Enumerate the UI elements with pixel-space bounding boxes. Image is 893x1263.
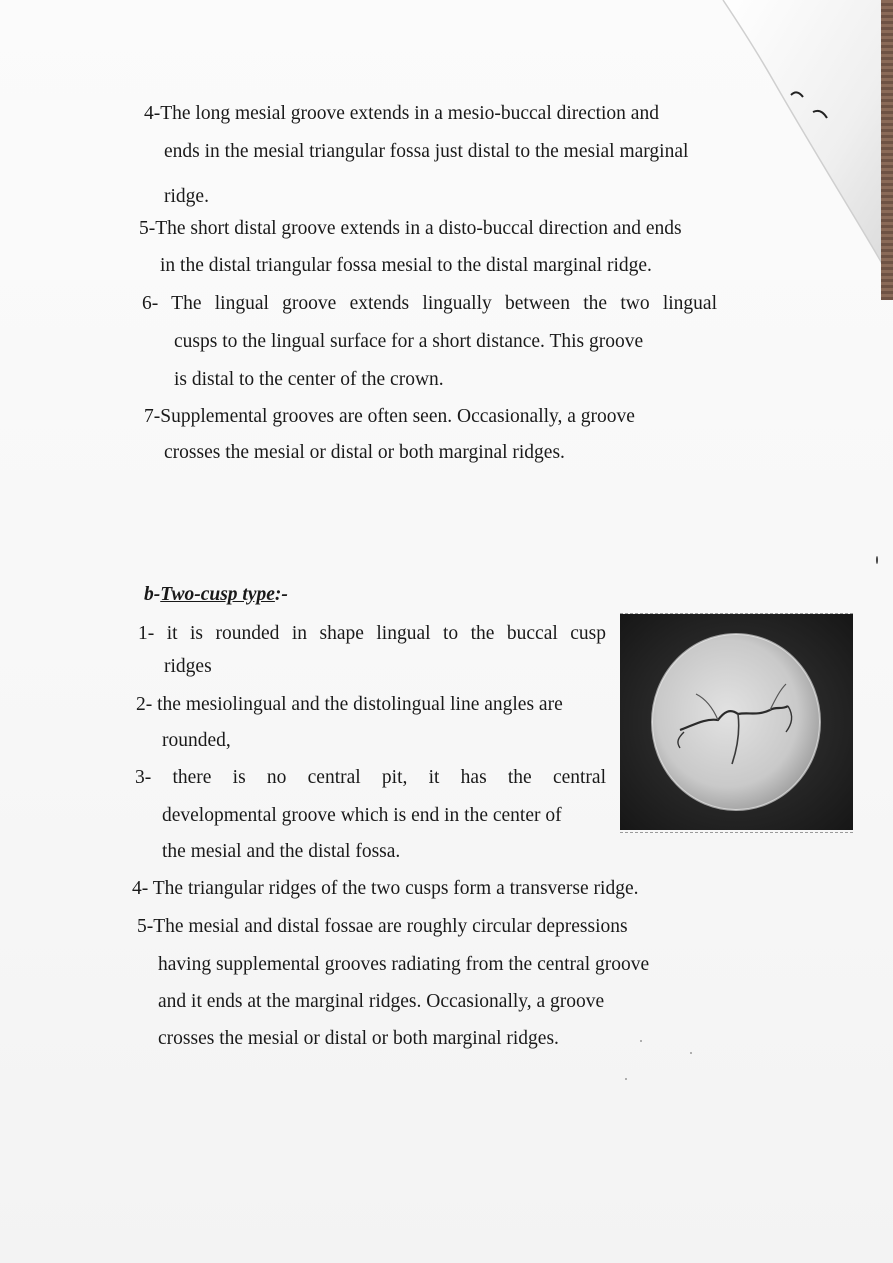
speck — [876, 556, 878, 564]
section-prefix: b- — [144, 584, 161, 605]
text-line: in the distal triangular fossa mesial to the distal marginal ridge. — [160, 255, 652, 276]
speck — [625, 1078, 627, 1080]
list-item-line: 1- it is rounded in shape lingual to the buccal cusp — [138, 623, 606, 644]
list-item-line: 4- The triangular ridges of the two cusps form a transverse ridge. — [132, 878, 639, 899]
speck — [690, 1052, 692, 1054]
list-item-line: 2- the mesiolingual and the distolingual line angles are — [136, 694, 563, 715]
list-item-line: 3- there is no central pit, it has the central — [135, 767, 606, 788]
text-line: cusps to the lingual surface for a short distance. This groove — [174, 331, 644, 352]
text-line: is distal to the center of the crown. — [174, 369, 444, 390]
text-line: 5-The short distal groove extends in a disto-buccal direction and ends — [139, 218, 682, 239]
list-item-line: crosses the mesial or distal or both marginal ridges. — [158, 1028, 559, 1049]
list-item-line: 5-The mesial and distal fossae are roughly circular depressions — [137, 916, 628, 937]
tooth-occlusal-photo — [620, 614, 853, 830]
text-line: ends in the mesial triangular fossa just distal to the mesial marginal — [164, 141, 689, 162]
section-heading — [144, 584, 288, 606]
list-item-line: the mesial and the distal fossa. — [162, 841, 401, 862]
list-item-line: having supplemental grooves radiating from the central groove — [158, 954, 650, 975]
list-item-line: rounded, — [162, 730, 231, 751]
list-item-line: ridges — [164, 656, 212, 677]
text-line: ridge. — [164, 186, 209, 207]
background-edge — [881, 0, 893, 300]
list-item-line: developmental groove which is end in the center of — [162, 805, 562, 826]
section-suffix: :- — [274, 584, 288, 605]
page-curl — [703, 0, 893, 290]
text-line: 7-Supplemental grooves are often seen. Occasionally, a groove — [144, 406, 635, 427]
section-title: Two-cusp type — [160, 584, 275, 605]
text-line: 6- The lingual groove extends lingually between the two lingual — [142, 293, 717, 314]
text-line: 4-The long mesial groove extends in a mesio-buccal direction and — [144, 103, 659, 124]
text-line: crosses the mesial or distal or both marginal ridges. — [164, 442, 565, 463]
speck — [640, 1040, 642, 1042]
list-item-line: and it ends at the marginal ridges. Occasionally, a groove — [158, 991, 605, 1012]
tooth-figure — [620, 613, 853, 833]
